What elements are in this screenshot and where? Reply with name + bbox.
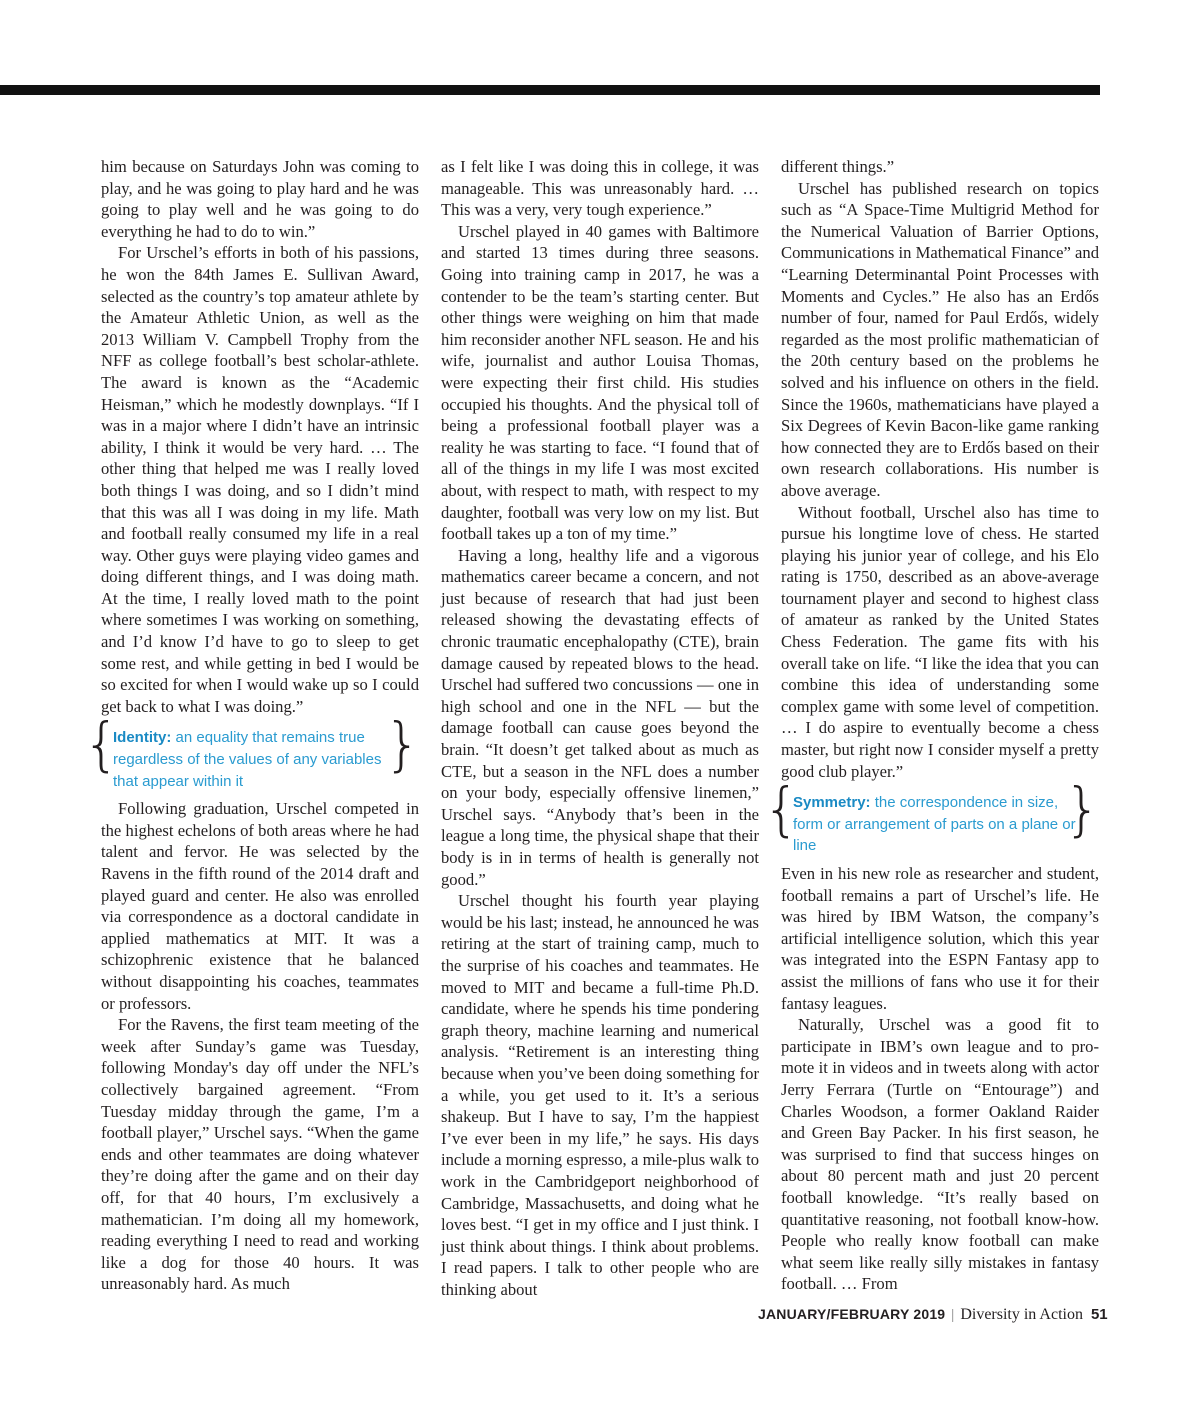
paragraph: Following graduation, Urschel competed in the highest echelons of both areas where he had talent and fervor. He was selected by the Ravens in the fifth round of the 2014 draft and played guard and center. He also was enrolled via correspondence as a doctoral candidate in applied mathematics at MIT. It was a schizophrenic existence that he balanced without disappointing his coaches, teammates or professors. [101,799,419,1013]
issue-date: JANUARY/FEBRUARY 2019 [758,1306,946,1322]
paragraph: Having a long, healthy life and a vigorous mathematics career became a concern, and not just because of research that had just been released showing the devastating effects of chronic traumatic encephalopathy (CTE), brain damage caused by repeated blows to the head. Urschel had suffered two concussions — one in high school and one in the NFL — but the damage football can cause goes beyond the brain. “It doesn’t get talked about as much as CTE, but a season in the NFL does a number on your body, especially offensive linemen,” Urschel says. “Anybody that’s been in the league a long time, the physical shape that their body is in in terms of health is generally not good.” [441,545,759,889]
paragraph: For the Ravens, the first team meeting of the week after Sunday’s game was Tuesday, following Monday's day off under the NFL’s collectively bargained agreement. “From Tuesday midday through the game, I’m a football player,” Urschel says. “When the game ends and other teammates are doing whatever they’re doing after the game and on their day off, for that 40 hours, I’m exclusively a mathematician. I’m doing all my homework, reading everything I need to read and working like a dog for those 40 hours. It was unreasonably hard. As much [101,1015,419,1294]
publication-name: Diversity in Action [960,1306,1083,1323]
left-brace-icon: { [83,710,120,779]
page-footer [758,1306,1108,1324]
left-brace-icon: { [763,775,800,844]
paragraph: him because on Saturdays John was coming to play, and he was going to play hard and he was going to play well and he was going to do everything he had to do to win.” [101,157,419,241]
footer-separator: | [951,1307,955,1323]
callout-term: Identity: [113,729,172,747]
paragraph: Urschel has published research on topics such as “A Space-Time Multigrid Method for the Numerical Valuation of Barrier Options, Communications in Mathematical Finance” and “Learning Determinantal Point Processes with Moments and Cycles.” He also has an Erdős number of four, named for Paul Erdős, widely regarded as the most prolific mathematician of the 20th century based on the problems he solved and his influence on others in the field. Since the 1960s, mathematicians have played a Six Degrees of Kevin Bacon-like game ranking how connected they are to Erdős based on their own research collaborations. His number is above average. [781,178,1099,500]
callout-text [793,792,1079,857]
paragraph: For Urschel’s efforts in both of his passions, he won the 84th James E. Sullivan Award, selected as the country’s top amateur athlete by the Amateur Athletic Union, as well as the 2013 William V. Campbell Trophy from the NFF as college football’s best scholar-athlete. The award is known as the “Academic Heisman,” which he modestly downplays. “If I was in a major where I didn’t have an intrinsic ability, I think it would be very hard. … The other thing that helped me was I really loved both things I was doing, and so I didn’t mind that this was all I was doing in my life. Math and football really consumed my life in a real way. Other guys were playing video games and doing different things, and I was doing math. At the time, I really loved math to the point where sometimes I was working on something, and I’d know I’d have to go to sleep to get some rest, and while getting in bed I would be so excited for when I would wake up so I could get back to what I was doing.” [101,243,419,716]
article-column-3 [763,156,1101,1295]
paragraph: Naturally, Urschel was a good fit to participate in IBM’s own league and to promote it in videos and in tweets along with actor Jerry Ferrara (Turtle on “Entourage”) and Charles Woodson, a former Oakland Raider and Green Bay Packer. In his first season, he was surprised to find that success hinges on about 80 percent math and just 20 percent football knowledge. “It’s really based on quantitative reasoning, not football know-how. People who really know football can make what seem like really silly mistakes in fantasy football. … From [781,1015,1099,1294]
article-column-2 [441,156,759,1300]
page-number: 51 [1090,1306,1108,1323]
callout-term: Symmetry: [793,794,871,812]
paragraph: Without football, Urschel also has time to pursue his longtime love of chess. He started playing his junior year of college, and his Elo rating is 1750, described as an above-average tournament player and second to highest class of amateur as ranked by the United States Chess Federation. The game fits with his overall take on life. “I like the idea that you can combine this idea of understanding some complex game with some level of competition. … I do aspire to eventually become a chess master, but right now I consider myself a pretty good club player.” [781,502,1099,781]
paragraph: as I felt like I was doing this in college, it was manageable. This was unreasonably hard. … This was a very, very tough experience.” [441,157,759,220]
paragraph: Urschel thought his fourth year playing would be his last; instead, he announced he was retiring at the start of training camp, much to the surprise of his coaches and teammates. He moved to MIT and became a full-time Ph.D. candidate, where he spends his time pondering graph theory, machine learning and numerical analysis. “Retirement is an interesting thing because when you’ve been doing something for a while, you get used to it. It’s a serious shakeup. But I have to say, I’m the happiest I’ve ever been in my life,” he says. His days include a morning espresso, a mile-plus walk to work in the Cambridgeport neighborhood of Cambridge, Massachusetts, and doing what he loves best. “I get in my office and I just think. I just think about things. I think about problems. I read papers. I talk to other people who are thinking about [441,891,759,1299]
callout-definition: an equality that remains true regardless of the values of any variables that appear within it [113,729,382,790]
callout-text [113,727,399,792]
paragraph: different things.” [781,157,895,176]
paragraph: Urschel played in 40 games with Baltimore and started 13 times during three seasons. Going into training camp in 2017, he was a contender to be the team’s starting center. But other things were weighing on him that made him reconsider another NFL season. He and his wife, journalist and author Louisa Thomas, were expecting their first child. His studies occupied his thoughts. And the physical toll of being a professional football player was a reality he was starting to face. “I found that of all of the things in my life I was most excited about, with respect to math, with respect to my daughter, football was very low on my list. But football takes up a ton of my time.” [441,221,759,544]
definition-callout-symmetry [763,775,1101,857]
paragraph: Even in his new role as researcher and student, football remains a part of Urschel’s life. He was hired by IBM Watson, the company’s artificial intelligence solution, which this year was integrated into the ESPN Fantasy app to assist the millions of fans who use it for their fantasy leagues. [781,864,1099,1013]
article-column-1 [83,156,421,1295]
definition-callout-identity [83,710,421,792]
right-brace-icon: } [1064,775,1101,844]
callout-definition: the correspondence in size, form or arrangement of parts on a plane or line [793,794,1076,855]
right-brace-icon: } [384,710,421,779]
header-rule [0,85,1100,95]
